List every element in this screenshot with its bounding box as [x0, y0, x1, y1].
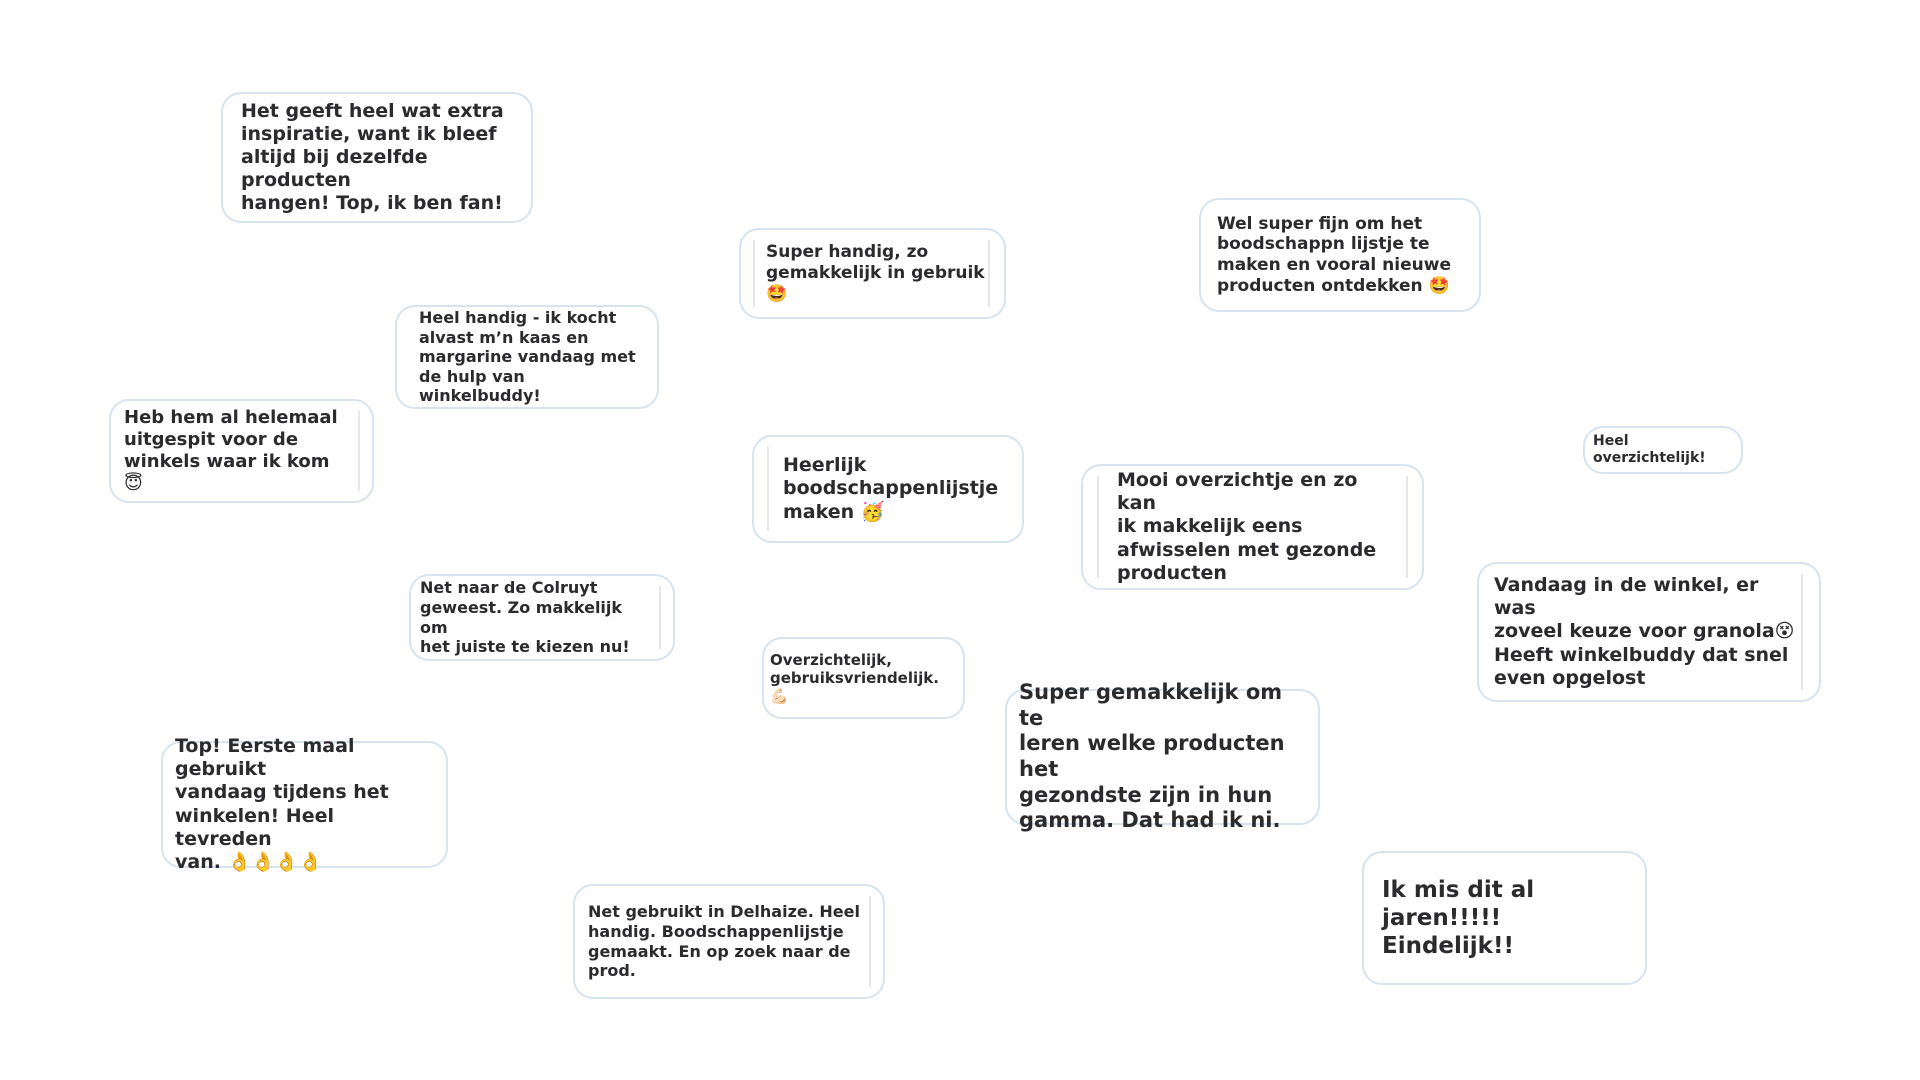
- testimonial-bubble-granola: [1477, 562, 1821, 702]
- bubble-edge-line: [358, 411, 360, 491]
- testimonial-bubble-heerlijk: [752, 435, 1024, 543]
- testimonial-bubble-kaas-margarine: [395, 305, 659, 409]
- testimonial-text: Het geeft heel wat extra inspiratie, want ik bleef altijd bij dezelfde producten hangen! Top, ik ben fan!: [241, 99, 504, 215]
- testimonial-bubble-boodschappn-lijstje: [1199, 198, 1481, 312]
- bubble-edge-line: [869, 896, 871, 987]
- bubble-edge-line: [1406, 476, 1408, 578]
- testimonial-text: Overzichtelijk, gebruiksvriendelijk. 💪🏻: [770, 650, 939, 706]
- testimonial-text: Heerlijk boodschappenlijstje maken 🥳: [783, 454, 999, 523]
- testimonial-bubble-eindelijk: [1362, 851, 1647, 985]
- bubble-edge-line: [988, 240, 990, 307]
- testimonial-bubble-eerste-maal: [161, 734, 448, 873]
- testimonial-bubble-heel-overzichtelijk: [1583, 426, 1743, 474]
- testimonial-text: Top! Eerste maal gebruikt vandaag tijdens het winkelen! Heel tevreden van. 👌👌👌👌: [175, 734, 389, 873]
- testimonial-text: Wel super fijn om het boodschappn lijstje te maken en vooral nieuwe producten ontdekken 🤩: [1217, 213, 1451, 296]
- testimonial-bubble-gebruiksvriendelijk: [762, 637, 965, 719]
- bubble-edge-line: [767, 447, 769, 531]
- testimonial-text: Ik mis dit al jaren!!!!! Eindelijk!!: [1382, 876, 1535, 960]
- testimonial-bubble-mooi-overzichtje: [1081, 464, 1424, 590]
- testimonial-text: Heel handig - ik kocht alvast m’n kaas en margarine vandaag met de hulp van winkelbuddy!: [419, 308, 636, 406]
- testimonial-bubble-colruyt: [409, 574, 675, 661]
- testimonial-text: Mooi overzichtje en zo kan ik makkelijk eens afwisselen met gezonde producten: [1117, 469, 1377, 584]
- bubble-edge-line: [1097, 476, 1099, 578]
- bubble-edge-line: [659, 586, 661, 649]
- testimonial-text: Heb hem al helemaal uitgespit voor de winkels waar ik kom 😇: [124, 407, 338, 494]
- bubble-edge-line: [753, 240, 755, 307]
- testimonial-text: Vandaag in de winkel, er was zoveel keuze voor granola😵 Heeft winkelbuddy dat snel even opgelost: [1494, 574, 1795, 689]
- testimonial-bubble-inspiratie: [221, 92, 533, 223]
- testimonial-text: Net gebruikt in Delhaize. Heel handig. Boodschappenlijstje gemaakt. En op zoek naar de prod.: [588, 902, 860, 981]
- testimonial-bubble-uitgespit: [109, 399, 374, 503]
- testimonial-bubble-delhaize: [573, 884, 885, 999]
- bubble-edge-line: [1801, 574, 1803, 690]
- testimonial-text: Super handig, zo gemakkelijk in gebruik 🤩: [766, 242, 985, 304]
- testimonial-bubble-gezondste: [1005, 680, 1320, 833]
- testimonial-text: Heel overzichtelijk!: [1593, 432, 1706, 466]
- testimonial-text: Net naar de Colruyt geweest. Zo makkelijk om het juiste te kiezen nu!: [420, 578, 630, 657]
- testimonial-bubble-super-handig: [739, 228, 1006, 319]
- testimonial-text: Super gemakkelijk om te leren welke producten het gezondste zijn in hun gamma. Dat had ik ni.: [1019, 680, 1285, 833]
